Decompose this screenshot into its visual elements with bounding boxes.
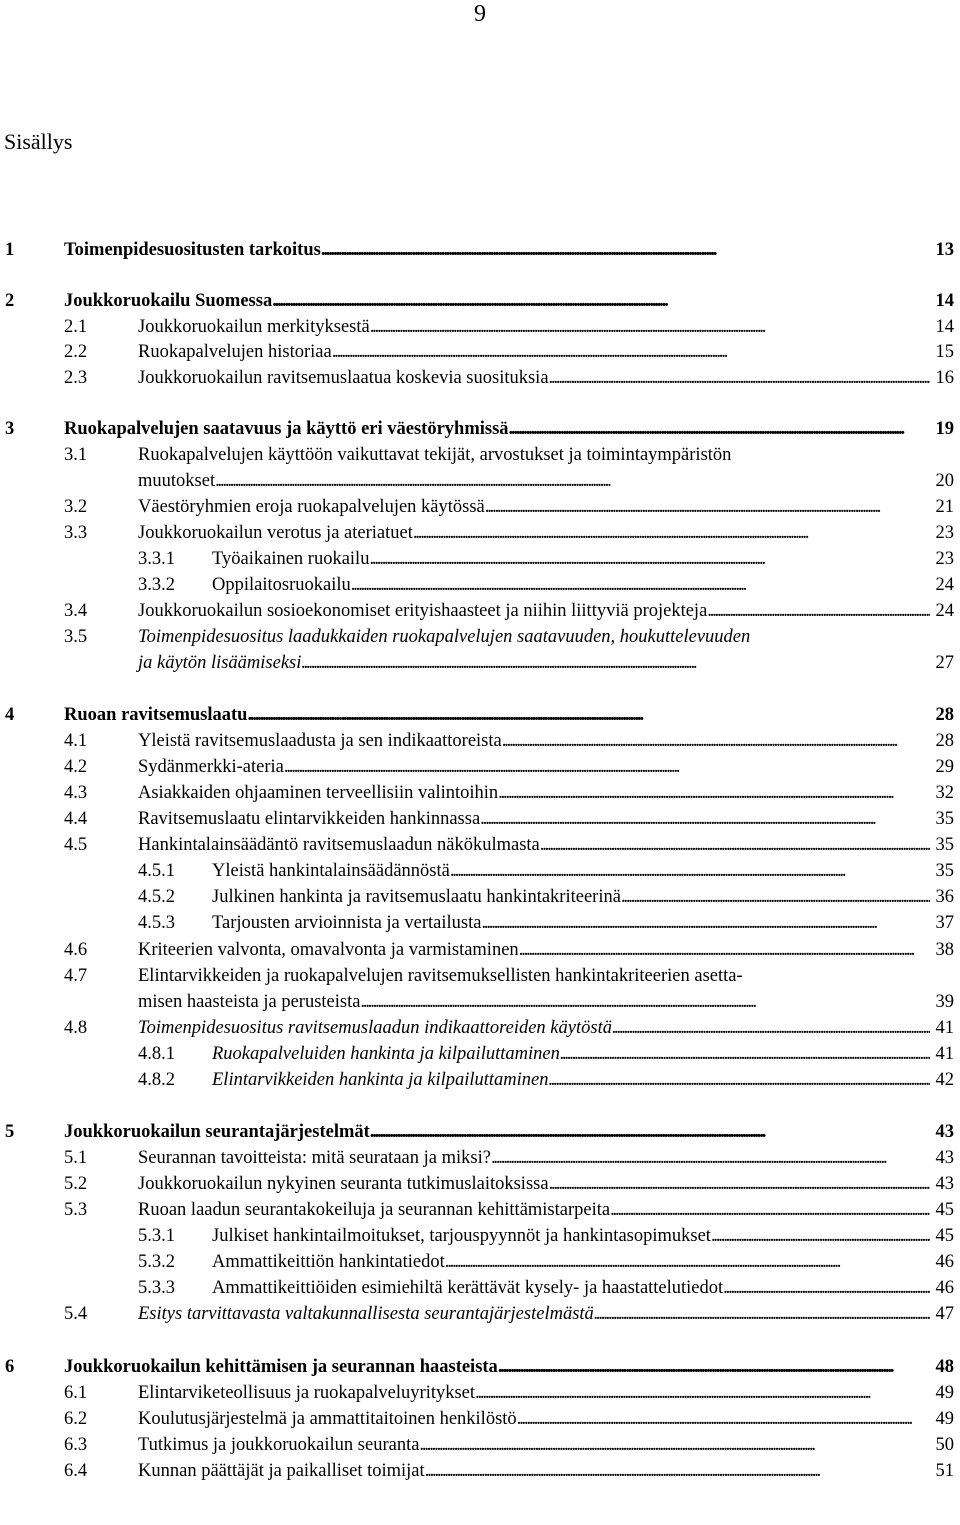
toc-leader-dots xyxy=(485,494,930,520)
toc-entry[interactable] xyxy=(0,468,960,494)
toc-entry-title: Seurannan tavoitteista: mitä seurataan ja miksi? xyxy=(138,1145,491,1171)
toc-leader-dots xyxy=(425,1458,930,1484)
toc-entry-title: Joukkoruokailun nykyinen seuranta tutkimuslaitoksissa xyxy=(138,1171,549,1197)
toc-entry[interactable] xyxy=(0,237,960,263)
toc-leader-dots xyxy=(419,1432,930,1458)
toc-entry-title: Ammattikeittiöiden esimiehiltä kerättävät kysely- ja haastattelutiedot xyxy=(212,1275,723,1301)
toc-leader-dots xyxy=(519,937,930,963)
toc-entry-title: Julkinen hankinta ja ravitsemuslaatu hankintakriteerinä xyxy=(212,884,621,910)
toc-entry-number: 4.3 xyxy=(64,783,88,803)
toc-entry-number: 3.2 xyxy=(64,497,88,517)
toc-leader-dots xyxy=(301,650,930,676)
toc-entry-page: 21 xyxy=(935,497,954,517)
toc-entry[interactable] xyxy=(0,494,960,520)
toc-entry-page: 20 xyxy=(935,471,954,491)
toc-entry-number: 3.4 xyxy=(64,601,88,621)
toc-entry-page: 41 xyxy=(935,1044,954,1064)
toc-entry-number: 4.5.3 xyxy=(138,913,175,933)
toc-leader-dots xyxy=(321,237,930,263)
toc-entry[interactable] xyxy=(0,1354,960,1380)
toc-leader-dots xyxy=(731,442,930,468)
toc-leader-dots xyxy=(481,910,930,936)
toc-entry[interactable] xyxy=(0,520,960,546)
toc-entry-page: 37 xyxy=(935,913,954,933)
toc-entry[interactable] xyxy=(0,314,960,340)
toc-entry-title: Yleistä hankintalainsäädännöstä xyxy=(212,858,450,884)
toc-entry[interactable] xyxy=(0,937,960,963)
toc-entry-number: 5.4 xyxy=(64,1304,88,1324)
toc-entry[interactable] xyxy=(0,910,960,936)
toc-entry-page: 47 xyxy=(935,1304,954,1324)
toc-entry-number: 4.5 xyxy=(64,835,88,855)
toc-leader-dots xyxy=(517,1406,930,1432)
toc-entry-title: Tutkimus ja joukkoruokailun seuranta xyxy=(138,1432,419,1458)
toc-entry-number: 4.8.2 xyxy=(138,1070,175,1090)
toc-entry[interactable] xyxy=(0,702,960,728)
toc-entry-number: 6.1 xyxy=(64,1383,88,1403)
toc-entry-page: 41 xyxy=(935,1018,954,1038)
toc-leader-dots xyxy=(549,1171,930,1197)
toc-entry[interactable] xyxy=(0,1249,960,1275)
toc-entry[interactable] xyxy=(0,1145,960,1171)
toc-entry-title: Toimenpidesuositus laadukkaiden ruokapalvelujen saatavuuden, houkuttelevuuden xyxy=(138,624,750,650)
toc-leader-dots xyxy=(612,1015,930,1041)
toc-entry[interactable] xyxy=(0,365,960,391)
toc-leader-dots xyxy=(549,1067,930,1093)
toc-leader-dots xyxy=(498,1354,930,1380)
toc-entry-page: 51 xyxy=(935,1461,954,1481)
toc-entry-page: 29 xyxy=(935,757,954,777)
toc-entry-page: 46 xyxy=(935,1252,954,1272)
toc-entry[interactable] xyxy=(0,989,960,1015)
toc-leader-dots xyxy=(413,520,930,546)
toc-leader-dots xyxy=(370,1119,930,1145)
toc-entry-title: Elintarvikkeiden ja ruokapalvelujen ravitsemuksellisten hankintakriteerien asetta- xyxy=(138,963,743,989)
toc-entry[interactable] xyxy=(0,780,960,806)
toc-entry-title: Ruoan ravitsemuslaatu xyxy=(64,702,247,728)
toc-leader-dots xyxy=(594,1301,930,1327)
toc-leader-dots xyxy=(711,1223,930,1249)
toc-leader-dots xyxy=(491,1145,930,1171)
toc-entry[interactable] xyxy=(0,1223,960,1249)
toc-entry-page: 35 xyxy=(935,861,954,881)
toc-entry-title: Kunnan päättäjät ja paikalliset toimijat xyxy=(138,1458,425,1484)
toc-entry[interactable] xyxy=(0,754,960,780)
toc-leader-dots xyxy=(247,702,930,728)
toc-heading: Sisällys xyxy=(4,129,73,154)
toc-entry-number: 3.3.2 xyxy=(138,575,175,595)
toc-entry-page: 48 xyxy=(935,1357,954,1377)
toc-entry-number: 1 xyxy=(5,240,15,260)
toc-entry-number: 6 xyxy=(5,1357,15,1377)
toc-entry-page: 50 xyxy=(935,1435,954,1455)
toc-entry-number: 5.3 xyxy=(64,1200,88,1220)
toc-entry[interactable] xyxy=(0,1171,960,1197)
toc-entry-number: 3.3.1 xyxy=(138,549,175,569)
toc-entry-number: 6.3 xyxy=(64,1435,88,1455)
toc-leader-dots xyxy=(351,572,930,598)
toc-entry-title: Ruokapalvelujen historiaa xyxy=(138,339,332,365)
toc-entry-title: Asiakkaiden ohjaaminen terveellisiin valintoihin xyxy=(138,780,498,806)
toc-entry-title: Hankintalainsäädäntö ravitsemuslaadun näkökulmasta xyxy=(138,832,540,858)
toc-entry-title: Ravitsemuslaatu elintarvikkeiden hankinnassa xyxy=(138,806,480,832)
toc-entry[interactable] xyxy=(0,624,960,650)
toc-entry-number: 6.2 xyxy=(64,1409,88,1429)
toc-entry-number: 4.8 xyxy=(64,1018,88,1038)
toc-entry-title: Väestöryhmien eroja ruokapalvelujen käytössä xyxy=(138,494,485,520)
toc-leader-dots xyxy=(549,365,930,391)
toc-entry-title: muutokset xyxy=(138,468,215,494)
toc-entry-number: 4.1 xyxy=(64,731,88,751)
toc-leader-dots xyxy=(360,989,930,1015)
toc-entry[interactable] xyxy=(0,963,960,989)
page-number: 9 xyxy=(474,1,486,27)
toc-entry-number: 3.1 xyxy=(64,445,88,465)
toc-entry[interactable] xyxy=(0,1015,960,1041)
toc-entry[interactable] xyxy=(0,288,960,314)
toc-leader-dots xyxy=(475,1380,930,1406)
toc-entry-page: 35 xyxy=(935,835,954,855)
toc-entry-page: 28 xyxy=(935,731,954,751)
toc-entry-page: 43 xyxy=(935,1174,954,1194)
toc-entry-number: 2 xyxy=(5,291,15,311)
toc-entry-page: 36 xyxy=(935,887,954,907)
toc-entry-title: Julkiset hankintailmoitukset, tarjouspyynnöt ja hankintasopimukset xyxy=(212,1223,711,1249)
toc-entry-title: Joukkoruokailun kehittämisen ja seurannan haasteista xyxy=(64,1354,498,1380)
toc-entry-page: 14 xyxy=(935,291,954,311)
toc-entry-number: 5.2 xyxy=(64,1174,88,1194)
toc-leader-dots xyxy=(610,1197,930,1223)
toc-entry-number: 5.3.1 xyxy=(138,1226,175,1246)
toc-entry[interactable] xyxy=(0,1380,960,1406)
toc-leader-dots xyxy=(707,598,930,624)
toc-leader-dots xyxy=(332,339,930,365)
toc-entry[interactable] xyxy=(0,1119,960,1145)
toc-entry-page: 45 xyxy=(935,1226,954,1246)
toc-entry-page: 38 xyxy=(935,940,954,960)
toc-entry-page: 14 xyxy=(935,317,954,337)
toc-entry[interactable] xyxy=(0,598,960,624)
toc-entry-number: 3 xyxy=(5,419,15,439)
toc-leader-dots xyxy=(445,1249,930,1275)
toc-entry-page: 46 xyxy=(935,1278,954,1298)
toc-entry-number: 4.4 xyxy=(64,809,88,829)
toc-entry-title: Joukkoruokailun seurantajärjestelmät xyxy=(64,1119,370,1145)
toc-entry[interactable] xyxy=(0,806,960,832)
toc-leader-dots xyxy=(370,314,930,340)
toc-entry-page: 19 xyxy=(935,419,954,439)
toc-entry-number: 4.5.2 xyxy=(138,887,175,907)
toc-entry-number: 4.6 xyxy=(64,940,88,960)
toc-entry[interactable] xyxy=(0,1197,960,1223)
toc-entry[interactable] xyxy=(0,1301,960,1327)
toc-entry-number: 5.3.3 xyxy=(138,1278,175,1298)
toc-leader-dots xyxy=(480,806,930,832)
toc-entry[interactable] xyxy=(0,1406,960,1432)
toc-entry-title: Joukkoruokailu Suomessa xyxy=(64,288,272,314)
toc-entry-page: 27 xyxy=(935,653,954,673)
toc-leader-dots xyxy=(369,546,930,572)
toc-entry-number: 2.1 xyxy=(64,317,88,337)
toc-entry[interactable] xyxy=(0,339,960,365)
toc-entry[interactable] xyxy=(0,416,960,442)
toc-entry-number: 4 xyxy=(5,705,15,725)
toc-entry-number: 5.1 xyxy=(64,1148,88,1168)
toc-entry-page: 49 xyxy=(935,1409,954,1429)
toc-entry-number: 5.3.2 xyxy=(138,1252,175,1272)
toc-entry-page: 28 xyxy=(935,705,954,725)
toc-entry-title: misen haasteista ja perusteista xyxy=(138,989,360,1015)
toc-entry-title: Joukkoruokailun merkityksestä xyxy=(138,314,370,340)
toc-entry-title: Tarjousten arvioinnista ja vertailusta xyxy=(212,910,481,936)
toc-entry-page: 49 xyxy=(935,1383,954,1403)
toc-entry-title: Toimenpidesuositus ravitsemuslaadun indikaattoreiden käytöstä xyxy=(138,1015,612,1041)
toc-entry[interactable] xyxy=(0,832,960,858)
toc-entry-number: 2.3 xyxy=(64,368,88,388)
toc-entry-title: Kriteerien valvonta, omavalvonta ja varmistaminen xyxy=(138,937,519,963)
toc-leader-dots xyxy=(621,884,930,910)
toc-entry-title: Joukkoruokailun sosioekonomiset erityishaasteet ja niihin liittyviä projekteja xyxy=(138,598,707,624)
toc-entry-title: Ruokapalveluiden hankinta ja kilpailuttaminen xyxy=(212,1041,560,1067)
toc-entry-page: 42 xyxy=(935,1070,954,1090)
toc-entry-number: 4.2 xyxy=(64,757,88,777)
toc-entry[interactable] xyxy=(0,572,960,598)
toc-entry-page: 45 xyxy=(935,1200,954,1220)
toc-entry-number: 5 xyxy=(5,1122,15,1142)
toc-entry[interactable] xyxy=(0,728,960,754)
toc-leader-dots xyxy=(509,416,930,442)
toc-entry-page: 32 xyxy=(935,783,954,803)
toc-entry[interactable] xyxy=(0,1432,960,1458)
toc-entry-title: Joukkoruokailun ravitsemuslaatua koskevia suosituksia xyxy=(138,365,549,391)
toc-entry[interactable] xyxy=(0,884,960,910)
toc-leader-dots xyxy=(560,1041,930,1067)
toc-leader-dots xyxy=(723,1275,930,1301)
toc-entry-title: Elintarvikkeiden hankinta ja kilpailuttaminen xyxy=(212,1067,549,1093)
toc-entry-number: 4.7 xyxy=(64,966,88,986)
toc-leader-dots xyxy=(284,754,930,780)
toc-entry-page: 35 xyxy=(935,809,954,829)
toc-entry-title: Oppilaitosruokailu xyxy=(212,572,351,598)
toc-entry-page: 43 xyxy=(935,1122,954,1142)
toc-leader-dots xyxy=(502,728,930,754)
toc-entry-title: Ammattikeittiön hankintatiedot xyxy=(212,1249,445,1275)
toc-entry-title: Ruoan laadun seurantakokeiluja ja seurannan kehittämistarpeita xyxy=(138,1197,610,1223)
toc-entry[interactable] xyxy=(0,546,960,572)
toc-entry-page: 23 xyxy=(935,549,954,569)
toc-entry[interactable] xyxy=(0,1041,960,1067)
toc-leader-dots xyxy=(750,624,930,650)
toc-entry-page: 24 xyxy=(935,575,954,595)
toc-entry-number: 2.2 xyxy=(64,342,88,362)
toc-entry[interactable] xyxy=(0,1458,960,1484)
toc-entry-number: 4.8.1 xyxy=(138,1044,175,1064)
toc-entry-number: 6.4 xyxy=(64,1461,88,1481)
toc-leader-dots xyxy=(272,288,930,314)
toc-entry-page: 15 xyxy=(935,342,954,362)
toc-entry[interactable] xyxy=(0,650,960,676)
toc-entry-page: 13 xyxy=(935,240,954,260)
toc-entry-number: 3.3 xyxy=(64,523,88,543)
toc-entry-title: Työaikainen ruokailu xyxy=(212,546,369,572)
toc-entry-title: Toimenpidesuositusten tarkoitus xyxy=(64,237,321,263)
toc-entry-page: 43 xyxy=(935,1148,954,1168)
toc-entry-title: Sydänmerkki-ateria xyxy=(138,754,284,780)
toc-entry-title: Koulutusjärjestelmä ja ammattitaitoinen henkilöstö xyxy=(138,1406,517,1432)
toc-entry-page: 24 xyxy=(935,601,954,621)
toc-entry-page: 16 xyxy=(935,368,954,388)
toc-entry-page: 39 xyxy=(935,992,954,1012)
toc-entry[interactable] xyxy=(0,1067,960,1093)
toc-entry-title: Esitys tarvittavasta valtakunnallisesta seurantajärjestelmästä xyxy=(138,1301,594,1327)
toc-entry-title: Joukkoruokailun verotus ja ateriatuet xyxy=(138,520,413,546)
toc-entry-title: Ruokapalvelujen käyttöön vaikuttavat tekijät, arvostukset ja toimintaympäristön xyxy=(138,442,731,468)
toc-entry-title: Yleistä ravitsemuslaadusta ja sen indikaattoreista xyxy=(138,728,502,754)
toc-entry-page: 23 xyxy=(935,523,954,543)
toc-entry-title: Ruokapalvelujen saatavuus ja käyttö eri väestöryhmissä xyxy=(64,416,509,442)
toc-leader-dots xyxy=(498,780,930,806)
toc-leader-dots xyxy=(743,963,930,989)
toc-leader-dots xyxy=(450,858,930,884)
toc-entry[interactable] xyxy=(0,442,960,468)
toc-entry-title: ja käytön lisäämiseksi xyxy=(138,650,301,676)
toc-entry-number: 3.5 xyxy=(64,627,88,647)
toc-entry-number: 4.5.1 xyxy=(138,861,175,881)
toc-leader-dots xyxy=(215,468,930,494)
toc-entry-title: Elintarviketeollisuus ja ruokapalveluyritykset xyxy=(138,1380,475,1406)
toc-leader-dots xyxy=(540,832,930,858)
toc-entry[interactable] xyxy=(0,858,960,884)
toc-entry[interactable] xyxy=(0,1275,960,1301)
